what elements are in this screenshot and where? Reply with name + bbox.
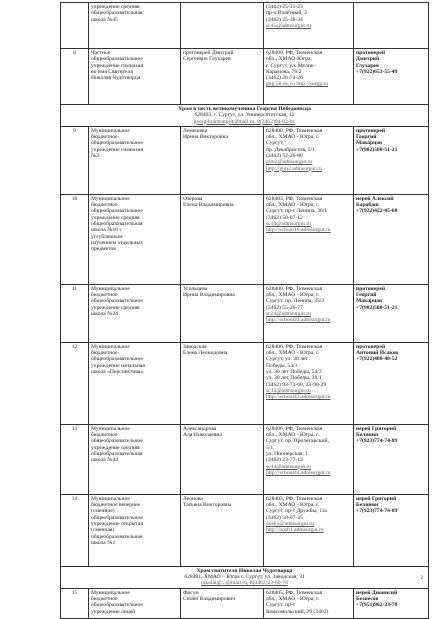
school-name-text: Частное общеобразовательное учреждение гимназия во имя Святителя Николая Чудотворца <box>91 50 144 82</box>
director-name-text: Лемешева Ирина Викторовна <box>183 127 228 141</box>
row-number-text: 8 <box>73 50 76 56</box>
address-cell <box>264 588 354 618</box>
address-cell-text: 628400, РФ, Тюменская обл., ХМАО - Югра, г. Сургут, пр. Декабристов, 5/1 (3462) 52-26-80 <box>266 127 323 160</box>
address-cell <box>264 494 354 566</box>
priest-contact <box>354 3 429 49</box>
address-cell-text: 628406, РФ, Тюменская обл., ХМАО - Югра, г. Сургут, ул. 30 лет Победы, 54/1 ул. 30 лет Победы, 54/2 ул. 30 лет Победы, 39/1 (3462) 93-73-60, 23-90-29 <box>266 343 327 388</box>
row-number-text: 10 <box>71 195 78 202</box>
row-number <box>61 588 89 618</box>
priest-contact <box>354 126 429 194</box>
school-name-text: Муниципальное бюджетное общеобразовательное учреждение начальная школа «Перспектива» <box>91 343 145 376</box>
address-cell <box>264 424 354 494</box>
table-row <box>61 3 429 49</box>
priest-contact-text: протоиерей Георгий Макарцов +7(982)500-51-21 <box>356 285 398 311</box>
priest-contact <box>354 284 429 342</box>
school-name-text: Муниципальное бюджетное общеобразовательное учреждение гимназия №2 <box>91 127 144 160</box>
contact-links: sc24@admsurgut.ru http://school24.admsurgut.ru <box>266 311 331 324</box>
director-name <box>181 126 264 194</box>
row-number <box>61 3 89 49</box>
row-number <box>61 284 89 342</box>
temple-header <box>61 566 429 588</box>
priest-contact-text: иерей Алексий Барабаш +7(922)422-05-60 <box>356 195 398 215</box>
table-row <box>61 49 429 105</box>
row-number <box>61 126 89 194</box>
row-number-text: 9 <box>73 127 76 134</box>
contact-links: gim2@admsurgut.ru http://gim2.admsurgut.ru <box>266 159 322 172</box>
director-name <box>181 588 264 618</box>
row-number <box>61 49 89 105</box>
row-number-text: 14 <box>71 495 78 502</box>
director-name-text: Усольцева Ирина Владимировна <box>183 285 235 299</box>
address-cell <box>264 194 354 284</box>
priest-contact-text: иерей Григорий Белинин +7(923)774-74-89 <box>356 495 398 515</box>
school-name-text: Муниципальное бюджетное общеобразовательное учреждение средняя школа №24 <box>91 285 143 318</box>
contact-links: gng.58 sa_ru http://surgg.ru <box>266 81 329 88</box>
temple-line2: 628403, г. Сургут, ул. Университетская, 12 <box>194 112 295 119</box>
table-row <box>61 424 429 494</box>
temple-title: Храм в честь великомученика Георгия Победоносца <box>178 106 311 112</box>
address-cell-text: 628406, РФ, Тюменская обл., ХМАО - Югра, г. Сургут, пр. Пролетарский, 5/1 ул. Пионерская, 1 (3462) 23-77-13 <box>266 425 329 464</box>
priest-contact <box>354 494 429 566</box>
address-cell <box>264 342 354 424</box>
row-number-text: 12 <box>71 343 78 350</box>
address-cell <box>264 126 354 194</box>
row-number-text: 11 <box>71 285 78 292</box>
table-row <box>61 588 429 618</box>
address-cell <box>264 3 354 49</box>
school-name <box>89 49 181 105</box>
director-name <box>181 49 264 105</box>
address-cell-text: 628405, РФ, Тюменская обл., ХМАО - Югра, г. Сургут, пр-т Комсомольский, 29 (3462) <box>266 589 329 615</box>
priest-contact-text: протоиерей Антоний Исаков +7(922)400-40-52 <box>356 343 399 363</box>
table-row <box>61 194 429 284</box>
temple-line2: 628401, ХМАО – Югра г. Сургут, ул. Заводская, 31 <box>184 574 305 581</box>
address-cell-text: 628403, РФ, Тюменская обл., ХМАО - Югра, г. Сургут, пр-т Дружбы, 11а (3462) 50-07-35 <box>266 495 327 521</box>
address-cell-text: 628400, РФ, Тюменская обл., ХМАО - Югра, г. Сургут, пр. Ленина, 35/2 (3462) 55-26-77 <box>266 285 325 311</box>
priest-contact <box>354 194 429 284</box>
priest-contact <box>354 588 429 618</box>
director-name <box>181 284 264 342</box>
priest-contact <box>354 342 429 424</box>
school-name-text: учреждение средняя общеобразовательная школа №45 <box>91 4 143 23</box>
address-cell <box>264 284 354 342</box>
page-number: 2 <box>420 576 423 581</box>
schools-table <box>60 2 429 619</box>
row-number <box>61 194 89 284</box>
table-row <box>61 284 429 342</box>
temple-line3: nikolai@...@mail.ru, 8(3462)23-60-76 <box>200 580 289 587</box>
director-name-text: Леонова Татьяна Викторовна <box>183 495 232 509</box>
school-name <box>89 424 181 494</box>
director-name-text: Фисун Семён Владимирович <box>183 589 236 603</box>
priest-contact-text: протоиерей Дмитрий Глухарев +7(922)653-55-49 <box>356 50 398 75</box>
director-name-text: протоиерей Дмитрий Сергеевич Глухарев <box>183 50 234 63</box>
school-name-text: Муниципальное бюджетное общеобразовательное учреждение лицей <box>91 589 143 615</box>
row-number <box>61 342 89 424</box>
temple-header-row <box>61 105 429 127</box>
contact-links: oosh1@admsurgut.ru http://oosh1.admsurgut.ru <box>266 521 324 534</box>
contact-links: sc10@admsurgut.ru http://school10.admsurgut.ru <box>266 221 331 234</box>
school-name-text: Муниципальное бюджетное общеобразовательное учреждение средняя общеобразовательная школа №10 с углубленным изучением отдельных предметов <box>91 195 143 253</box>
school-name <box>89 284 181 342</box>
school-name <box>89 494 181 566</box>
director-name-text: Заводская Елена Леонидовна <box>183 343 228 357</box>
row-number-text: 15 <box>71 589 78 596</box>
contact-links: sc44@admsurgut.ru http://school44.admsurgut.ru <box>266 463 331 476</box>
contact-links: sc45@admsurgut.ru <box>266 22 311 29</box>
director-name-text: Александрова Аля Николаевна <box>183 425 222 439</box>
priest-contact <box>354 424 429 494</box>
director-name <box>181 494 264 566</box>
director-name <box>181 342 264 424</box>
address-cell-text: 628400, РФ, Тюменская обл., ХМАО-Югра, г. Сургут, ул. Мелик- Карамова, 76/2 (3462) 26-74-26 <box>266 50 323 82</box>
temple-header-row <box>61 566 429 588</box>
director-name <box>181 424 264 494</box>
row-number-text: 13 <box>71 425 78 432</box>
school-name <box>89 194 181 284</box>
address-cell <box>264 49 354 105</box>
school-name <box>89 3 181 49</box>
director-name <box>181 194 264 284</box>
temple-header <box>61 105 429 127</box>
address-cell-text: 628403, РФ, Тюменская обл., ХМАО - Югра, г. Сургут, пр-т Ленина, 30/1 (3462) 50-07-12 <box>266 195 328 221</box>
school-name-text: Муниципальное бюджетное вечернее (сменное) общеобразовательное учреждение открытая (сменная) общеобразовательная школа №1 <box>91 495 143 546</box>
director-name <box>181 3 264 49</box>
school-name-text: Муниципальное бюджетное общеобразовательное учреждение средняя общеобразовательная школа №44 <box>91 425 143 464</box>
priest-contact-text: иерей Дионисий Безиесов +7(951)962-23-78 <box>356 589 398 609</box>
temple-line3: georgihramsurgut@mail.ru, 8(3462)94-02-01 <box>193 118 296 125</box>
priest-contact-text: иерей Григорий Белинин +7(923)774-74-89 <box>356 425 398 445</box>
temple-title: Храм святителя Николая Чудотворца <box>196 567 293 574</box>
school-name <box>89 126 181 194</box>
school-name <box>89 342 181 424</box>
table-row <box>61 342 429 424</box>
row-number <box>61 494 89 566</box>
address-cell-text: (3462) 25-31-23 пр-д Взлётный, 3 (3462) 25-38-34 <box>266 4 307 23</box>
director-name-text: Озерова Елена Владимировна <box>183 195 234 209</box>
table-row <box>61 494 429 566</box>
priest-contact-text: протоиерей Георгий Макарцов +7(982)500-51-21 <box>356 127 398 153</box>
priest-contact <box>354 49 429 105</box>
row-number <box>61 424 89 494</box>
contact-links: sc43@admsurgut.ru http://school43.admsurgut.ru <box>266 387 331 401</box>
table-row <box>61 126 429 194</box>
school-name <box>89 588 181 618</box>
